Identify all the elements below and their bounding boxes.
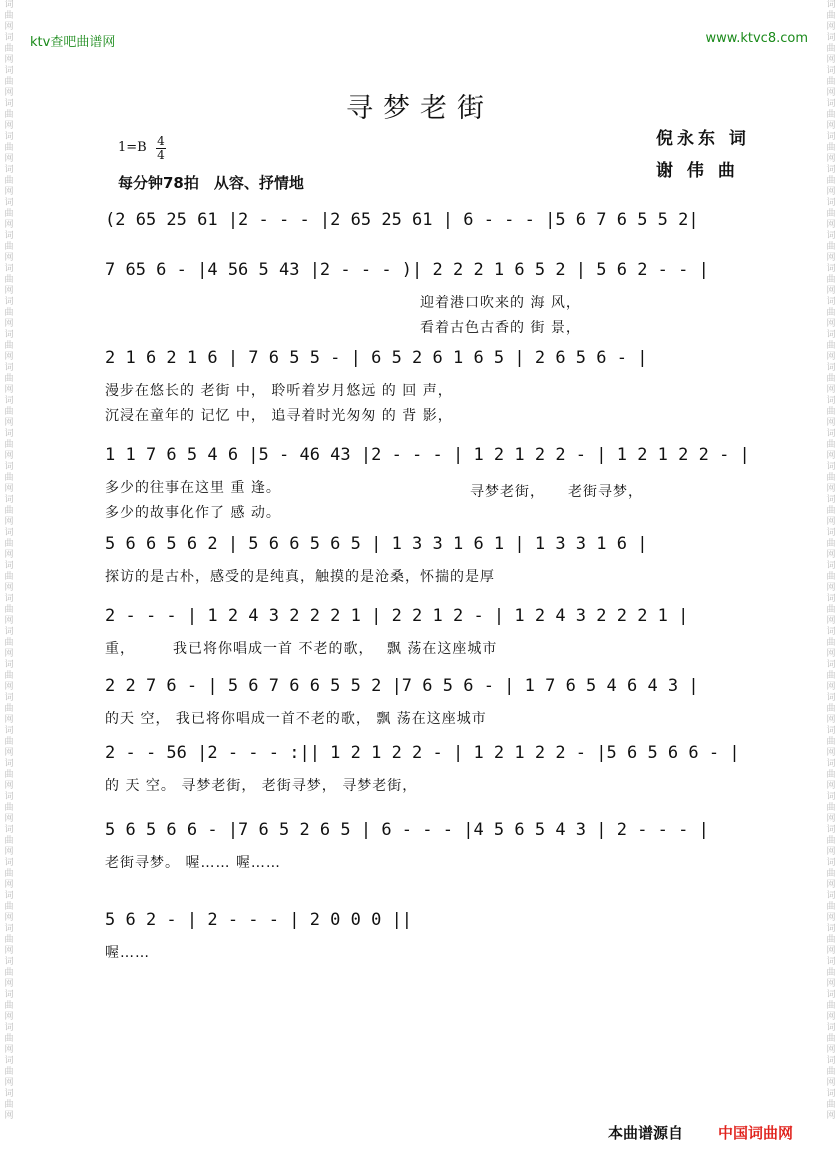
lyric-line: 多少的故事化作了 感 动。 (105, 505, 281, 521)
tempo-marking: 每分钟78拍 从容、抒情地 (118, 174, 304, 192)
key-signature: 1=B (118, 140, 147, 155)
notation-line: 5 6 2 - | 2 - - - | 2 0 0 0 || (105, 910, 413, 930)
time-signature: 4 4 (157, 134, 165, 162)
lyric-line: 重， 我已将你唱成一首 不老的歌， 飘 荡在这座城市 (105, 641, 498, 657)
notation-line: 2 - - 56 |2 - - - :|| 1 2 1 2 2 - | 1 2 1 2 2 - |5 6 5 6 6 - | (105, 743, 740, 763)
watermark-left: 词曲网词曲网词曲网词曲网词曲网词曲网词曲网词曲网词曲网词曲网词曲网词曲网词曲网词曲网词曲网词曲网词曲网词曲网词曲网词曲网词曲网词曲网词曲网词曲网词曲网词曲网词曲网词曲网词曲网词曲网词曲网词曲网词曲网词曲网 (4, 0, 14, 1121)
footer-source-label: 本曲谱源自 (608, 1124, 684, 1142)
site-header-right[interactable]: www.ktvc8.com (705, 31, 808, 46)
notation-line: 5 6 6 5 6 2 | 5 6 6 5 6 5 | 1 3 3 1 6 1 | 1 3 3 1 6 | (105, 534, 648, 554)
lyric-line: 喔…… (105, 945, 150, 961)
site-header-left[interactable]: ktv查吧曲谱网 (30, 35, 116, 50)
notation-line: (2 65 25 61 |2 - - - |2 65 25 61 | 6 - - - |5 6 7 6 5 5 2| (105, 210, 699, 230)
lyric-line: 迎着港口吹来的 海 风， (105, 295, 581, 311)
lyric-line: 探访的是古朴，感受的是纯真，触摸的是沧桑，怀揣的是厚 (105, 569, 495, 585)
lyric-line: 看着古色古香的 街 景， (105, 320, 581, 336)
notation-line: 7 65 6 - |4 56 5 43 |2 - - - )| 2 2 2 1 6 5 2 | 5 6 2 - - | (105, 260, 709, 280)
footer-site-link[interactable]: 中国词曲网 (718, 1124, 794, 1142)
notation-line: 2 - - - | 1 2 4 3 2 2 2 1 | 2 2 1 2 - | 1 2 4 3 2 2 2 1 | (105, 606, 689, 626)
watermark-right: 词曲网词曲网词曲网词曲网词曲网词曲网词曲网词曲网词曲网词曲网词曲网词曲网词曲网词曲网词曲网词曲网词曲网词曲网词曲网词曲网词曲网词曲网词曲网词曲网词曲网词曲网词曲网词曲网词曲网词曲网词曲网词曲网词曲网词曲网 (826, 0, 836, 1121)
lyric-line: 老街寻梦。 喔…… 喔…… (105, 855, 281, 871)
notation-line: 1 1 7 6 5 4 6 |5 - 46 43 |2 - - - | 1 2 1 2 2 - | 1 2 1 2 2 - | (105, 445, 750, 465)
lyric-line: 多少的往事在这里 重 逢。 (105, 480, 281, 496)
lyric-line: 的天 空， 我已将你唱成一首不老的歌， 飘 荡在这座城市 (105, 711, 487, 727)
composer-credit: 谢 伟 曲 (656, 161, 739, 181)
notation-line: 5 6 5 6 6 - |7 6 5 2 6 5 | 6 - - - |4 5 6 5 4 3 | 2 - - - | (105, 820, 709, 840)
song-title: 寻梦老街 (346, 93, 494, 124)
lyric-line: 漫步在悠长的 老街 中， 聆听着岁月悠远 的 回 声， (105, 383, 453, 399)
notation-line: 2 1 6 2 1 6 | 7 6 5 5 - | 6 5 2 6 1 6 5 | 2 6 5 6 - | (105, 348, 648, 368)
brace-lyric: 寻梦老街， 老街寻梦， (470, 484, 643, 500)
lyric-line: 的 天 空。 寻梦老街， 老街寻梦， 寻梦老街， (105, 778, 418, 794)
notation-line: 2 2 7 6 - | 5 6 7 6 6 5 5 2 |7 6 5 6 - | 1 7 6 5 4 6 4 3 | (105, 676, 699, 696)
lyricist-credit: 倪永东 词 (656, 129, 750, 149)
lyric-line: 沉浸在童年的 记忆 中， 追寻着时光匆匆 的 背 影， (105, 408, 453, 424)
